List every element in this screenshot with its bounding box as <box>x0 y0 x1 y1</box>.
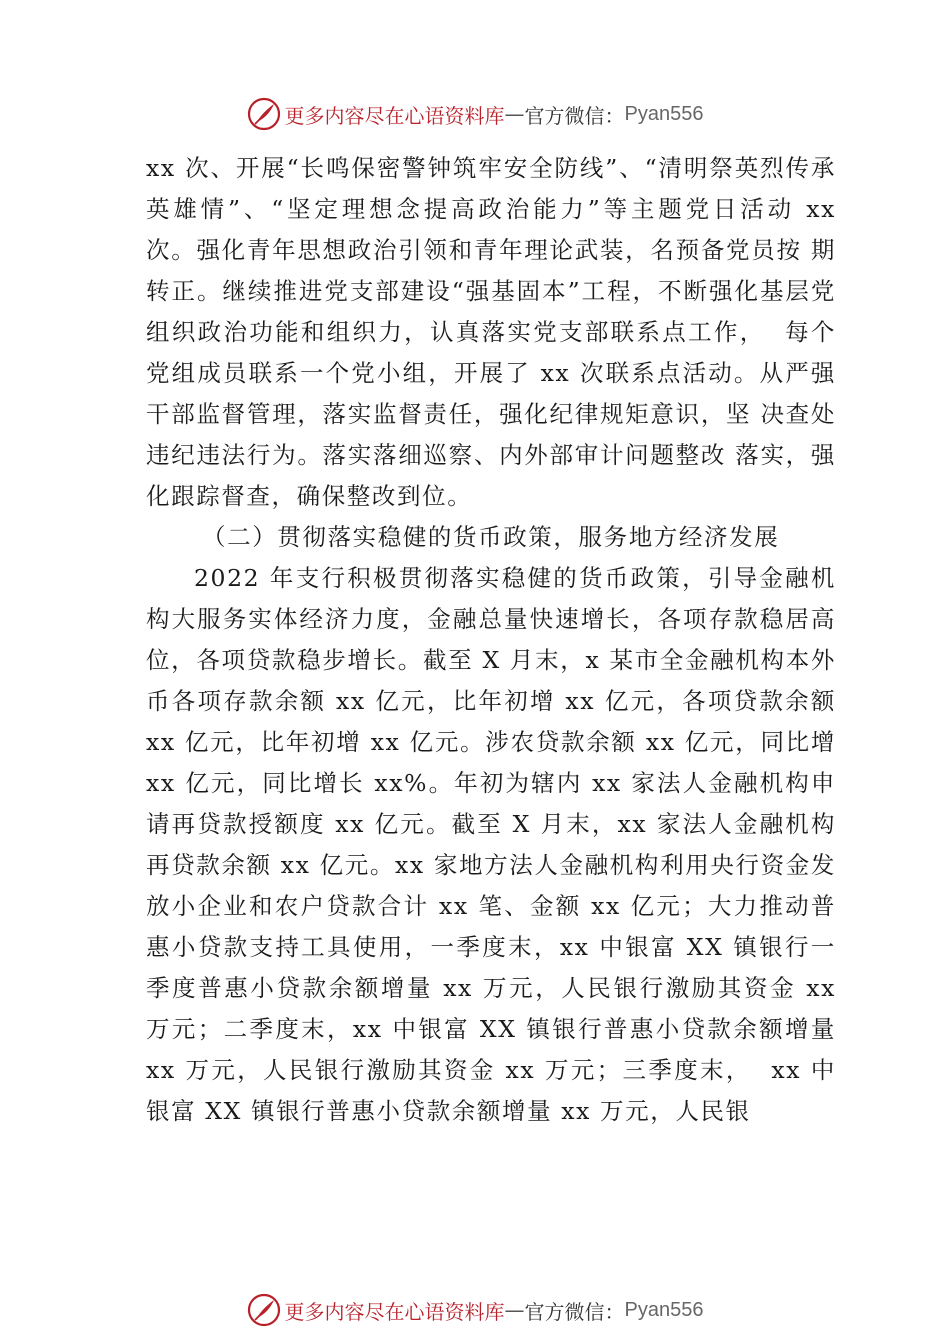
footer-banner <box>0 1290 950 1330</box>
footer-dash: — <box>504 1298 525 1322</box>
header-official-label: 官方微信： <box>524 103 625 128</box>
header-dash: — <box>504 102 525 126</box>
document-body <box>146 148 846 1132</box>
quill-logo-icon <box>247 1293 281 1327</box>
header-site-name: 更多内容尽在心语资料库 <box>284 103 505 128</box>
header-wechat-id: Pyan556 <box>624 102 704 125</box>
footer-site-name: 更多内容尽在心语资料库 <box>284 1299 505 1324</box>
paragraph-monetary-policy: 2022 年支行积极贯彻落实稳健的货币政策，引导金融机构大服务实体经济力度，金融总量快速增长，各项存款稳居高位，各项贷款稳步增长。截至 X 月末，x 某市全金融机构本外币各项存款余额 xx 亿元，比年初增 xx 亿元，各项贷款余额 xx 亿元，比年初增 xx 亿元。涉农贷款余额 xx 亿元，同比增 xx 亿元，同比增长 xx%。年初为辖内 xx 家法人金融机构申请再贷款授额度 xx 亿元。截至 X 月末，xx 家法人金融机构再贷款余额 xx 亿元。xx 家地方法人金融机构利用央行资金发放小企业和农户贷款合计 xx 笔、金额 xx 亿元；大力推动普惠小贷款支持工具使用，一季度末，xx 中银富 XX 镇银行一季度普惠小贷款余额增量 xx 万元，人民银行激励其资金 xx 万元；二季度末，xx 中银富 XX 镇银行普惠小贷款余额增量 xx 万元，人民银行激励其资金 xx 万元；三季度末， xx 中银富 XX 镇银行普惠小贷款余额增量 xx 万元，人民银 <box>146 564 846 1125</box>
paragraph-party-building: xx 次、开展“长鸣保密警钟筑牢安全防线”、“清明祭英烈传承英雄情”、“坚定理想念提高政治能力”等主题党日活动 xx 次。强化青年思想政治引领和青年理论武装，名预备党员按 期转正。继续推进党支部建设“强基固本”工程，不断强化基层党组织政治功能和组织力，认真落实党支部联系点工作， 每个党组成员联系一个党小组，开展了 xx 次联系点活动。从严强干部监督管理，落实监督责任，强化纪律规矩意识，坚 决查处违纪违法行为。落实落细巡察、内外部审计问题整改 落实，强化跟踪督查，确保整改到位。 <box>146 154 846 510</box>
section-heading-2: （二）贯彻落实稳健的货币政策，服务地方经济发展 <box>202 523 780 551</box>
quill-logo-icon <box>247 97 281 131</box>
footer-wechat-id: Pyan556 <box>624 1298 704 1321</box>
footer-official-label: 官方微信： <box>524 1299 625 1324</box>
header-banner <box>0 94 950 134</box>
